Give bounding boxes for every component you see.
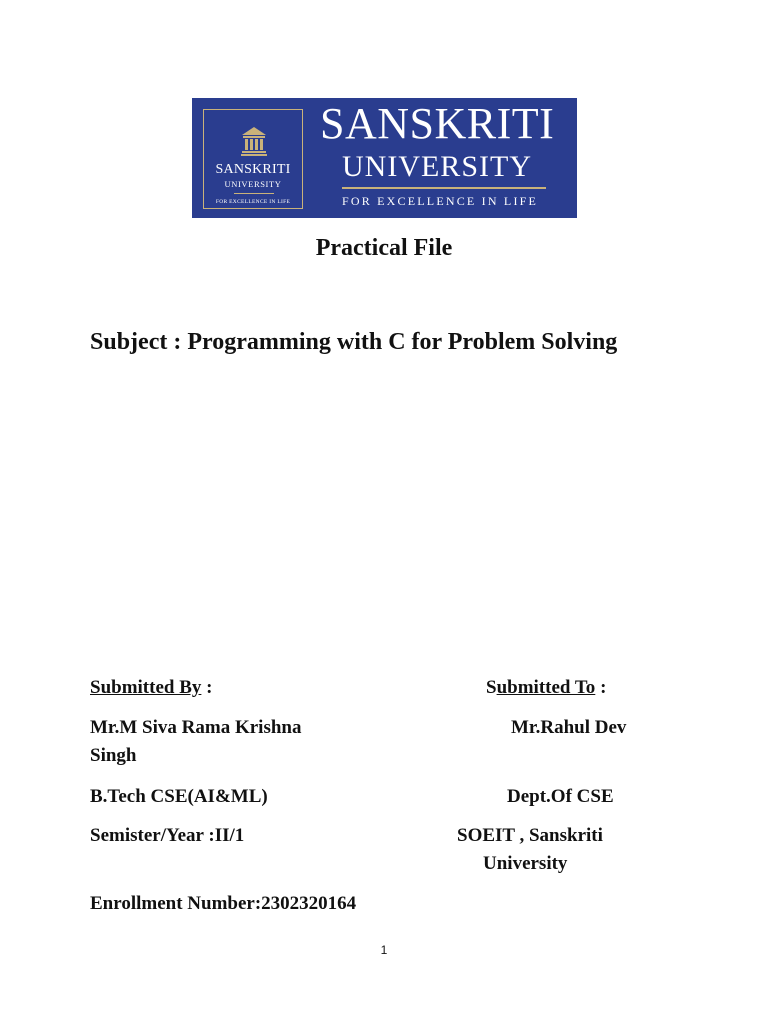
submitted-to-label-prefix: S	[486, 677, 497, 698]
page-title: Practical File	[315, 235, 453, 261]
page-number: 1	[380, 943, 388, 957]
submitted-by-colon: :	[201, 677, 213, 698]
temple-icon	[241, 126, 267, 156]
logo-university: UNIVERSITY	[342, 150, 532, 183]
emblem-divider	[234, 193, 274, 194]
faculty-name: Mr.Rahul Dev	[511, 717, 627, 738]
student-name: Mr.M Siva Rama Krishna	[90, 717, 302, 738]
student-course: B.Tech CSE(AI&ML)	[90, 786, 268, 807]
faculty-organization-continued: University	[483, 853, 568, 874]
student-name-continued: Singh	[90, 745, 137, 766]
student-enrollment: Enrollment Number:2302320164	[90, 893, 357, 914]
faculty-organization: SOEIT , Sanskriti	[457, 825, 603, 846]
emblem-university: UNIVERSITY	[224, 179, 282, 189]
logo-emblem	[203, 109, 303, 209]
emblem-tagline: FOR EXCELLENCE IN LIFE	[215, 199, 291, 205]
submitted-to-heading	[486, 677, 606, 699]
submitted-to-colon: :	[595, 677, 607, 698]
emblem-name: SANSKRITI	[215, 162, 291, 177]
submitted-to-label: ubmitted To	[496, 677, 596, 698]
subject-line: Subject : Programming with C for Problem Solving	[90, 329, 618, 355]
logo-tagline: FOR EXCELLENCE IN LIFE	[342, 194, 539, 208]
submitted-by-label: Submitted By	[90, 677, 202, 698]
logo-name: SANSKRITI	[320, 99, 555, 148]
submitted-by-heading	[90, 677, 212, 699]
university-logo	[192, 98, 577, 218]
faculty-department: Dept.Of CSE	[507, 786, 614, 807]
student-semester: Semister/Year :II/1	[90, 825, 245, 846]
logo-divider	[342, 187, 546, 189]
